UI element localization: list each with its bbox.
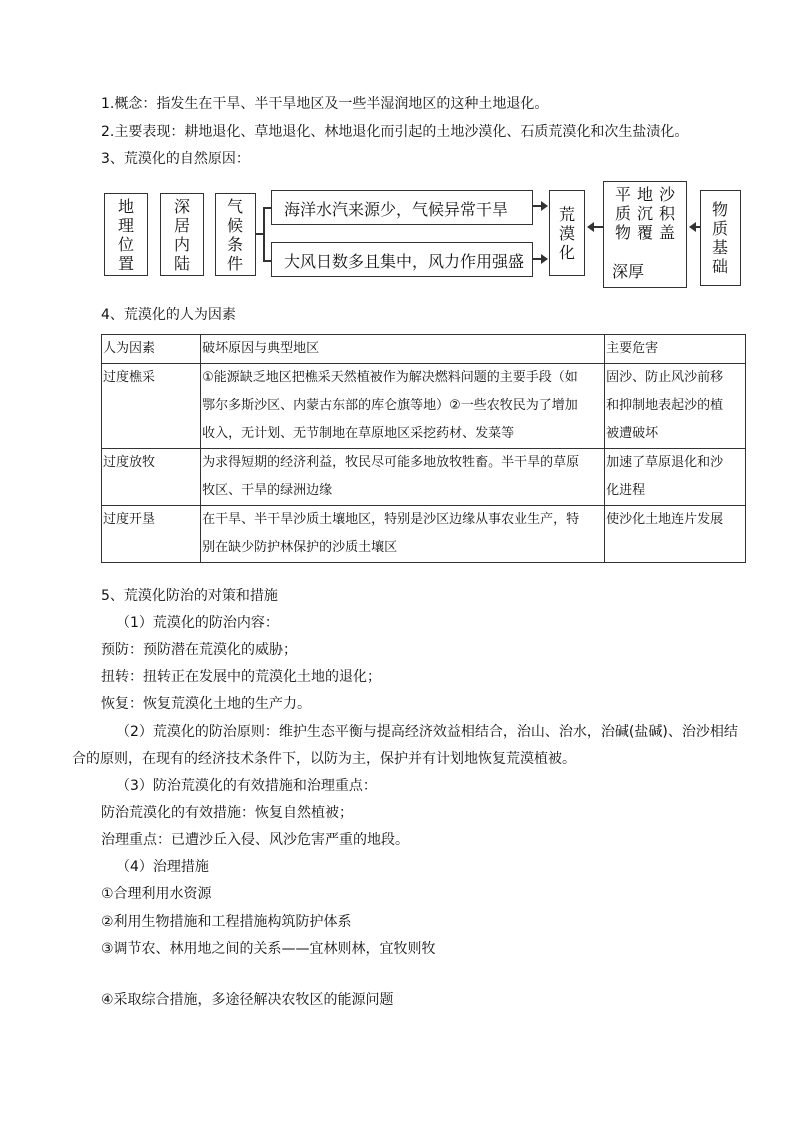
focus-line: 治理重点：已遭沙丘入侵、风沙危害严重的地段。 [101, 832, 409, 848]
harm-line: 化进程 [606, 483, 646, 498]
arrow-b-head [541, 254, 548, 264]
measure-1: ①合理利用水资源 [101, 886, 212, 902]
material-base-box [700, 190, 741, 286]
measure-3: ③调节农、林用地之间的关系——宜林则林，宜牧则牧 [101, 941, 436, 957]
reverse-line: 扭转：扭转正在发展中的荒漠化土地的退化； [101, 669, 381, 685]
climate-box [215, 193, 256, 276]
table-row [102, 449, 746, 506]
cause-line: 收入，无计划、无节制地在草原地区采挖药材、发菜等 [202, 426, 515, 441]
symptoms-line: 2.主要表现：耕地退化、草地退化、林地退化而引起的土地沙漠化、石质荒漠化和次生盐渍化。 [101, 124, 689, 140]
material-base-label: 物质基础 [711, 200, 728, 276]
cause-line: ①能源缺乏地区把樵采天然植被作为解决燃料问题的主要手段（如 [202, 370, 578, 385]
cause-line: 牧区、干旱的绿洲边缘 [202, 483, 333, 498]
row-cause [201, 449, 605, 506]
prevention-heading: 5、荒漠化防治的对策和措施 [101, 588, 278, 604]
row-harm [605, 364, 746, 449]
desertification-box [549, 190, 585, 276]
climate-cause-a: 海洋水汽来源少，气候异常干旱 [284, 200, 509, 219]
measure-4: ④采取综合措施，多途径解决农牧区的能源问题 [101, 992, 394, 1008]
human-factors-table [101, 334, 746, 563]
arrow-a-head [541, 201, 548, 211]
row-cause [201, 506, 605, 563]
restore-line: 恢复：恢复荒漠化土地的生产力。 [101, 696, 311, 712]
surface-col-1: 平质物 [614, 185, 631, 242]
cause-line: 别在缺少防护林保护的沙质土壤区 [202, 540, 398, 555]
row-harm [605, 449, 746, 506]
climate-cause-b: 大风日数多且集中，风力作用强盛 [284, 252, 525, 271]
location-box [104, 193, 148, 276]
govern-heading: （4）治理措施 [116, 859, 209, 875]
concept-line: 1.概念：指发生在干旱、半干旱地区及一些半湿润地区的这种土地退化。 [101, 96, 549, 112]
bracket-top [263, 207, 271, 209]
table-row [102, 506, 746, 563]
cause-line: 鄂尔多斯沙区、内蒙古东部的库仑旗等地）②一些农牧民为了增加 [202, 398, 578, 413]
surface-col-2: 地沉覆 [636, 185, 653, 242]
row-harm [605, 506, 746, 563]
human-factors-heading: 4、荒漠化的人为因素 [101, 307, 236, 323]
arrow-c-line [593, 226, 603, 228]
measures-heading: （3）防治荒漠化的有效措施和治理重点： [116, 778, 377, 794]
harm-line: 使沙化土地连片发展 [606, 512, 724, 527]
harm-line: 固沙、防止风沙前移 [606, 370, 724, 385]
location-label: 地理位置 [117, 197, 134, 273]
bracket-bottom [263, 260, 271, 262]
principle-line-1: （2）荒漠化的防治原则：维护生态平衡与提高经济效益相结合，治山、治水，治碱(盐碱)、治沙相结 [116, 724, 738, 740]
effective-measure-line: 防治荒漠化的有效措施：恢复自然植被； [101, 805, 353, 821]
principle-line-2: 合的原则，在现有的经济技术条件下，以防为主，保护并有计划地恢复荒漠植被。 [72, 751, 576, 767]
harm-line: 加速了草原退化和沙 [606, 455, 724, 470]
row-factor: 过度放牧 [102, 449, 201, 506]
cause-line: 为求得短期的经济利益，牧民尽可能多地放牧牲畜。半干旱的草原 [202, 455, 580, 470]
harm-line: 被遭破坏 [606, 426, 659, 441]
row-factor: 过度樵采 [102, 364, 201, 449]
climate-label: 气候条件 [226, 197, 243, 273]
prevent-line: 预防：预防潜在荒漠化的威胁； [101, 642, 297, 658]
surface-material-box [603, 181, 687, 288]
row-cause [201, 364, 605, 449]
inland-box [160, 193, 204, 276]
header-factor: 人为因素 [102, 335, 201, 364]
row-factor: 过度开垦 [102, 506, 201, 563]
surface-deep: 深厚 [612, 262, 645, 281]
table-header-row [102, 335, 746, 364]
table-row [102, 364, 746, 449]
measure-2: ②利用生物措施和工程措施构筑防护体系 [101, 914, 352, 930]
content-heading: （1）荒漠化的防治内容： [116, 615, 279, 631]
inland-label: 深居内陆 [173, 197, 190, 273]
cause-line: 在干旱、半干旱沙质土壤地区，特别是沙区边缘从事农业生产，特 [202, 512, 580, 527]
climate-cause-b-box [271, 242, 533, 277]
bracket-stem [256, 233, 263, 235]
header-harm: 主要危害 [605, 335, 746, 364]
harm-line: 和抑制地表起沙的植 [606, 398, 724, 413]
surface-col-3: 沙积盖 [658, 185, 675, 242]
desertification-label: 荒漠化 [558, 205, 575, 262]
natural-causes-heading: 3、荒漠化的自然原因： [101, 151, 250, 167]
header-cause: 破坏原因与典型地区 [201, 335, 605, 364]
climate-cause-a-box [271, 190, 533, 225]
bracket-vertical [263, 207, 265, 261]
